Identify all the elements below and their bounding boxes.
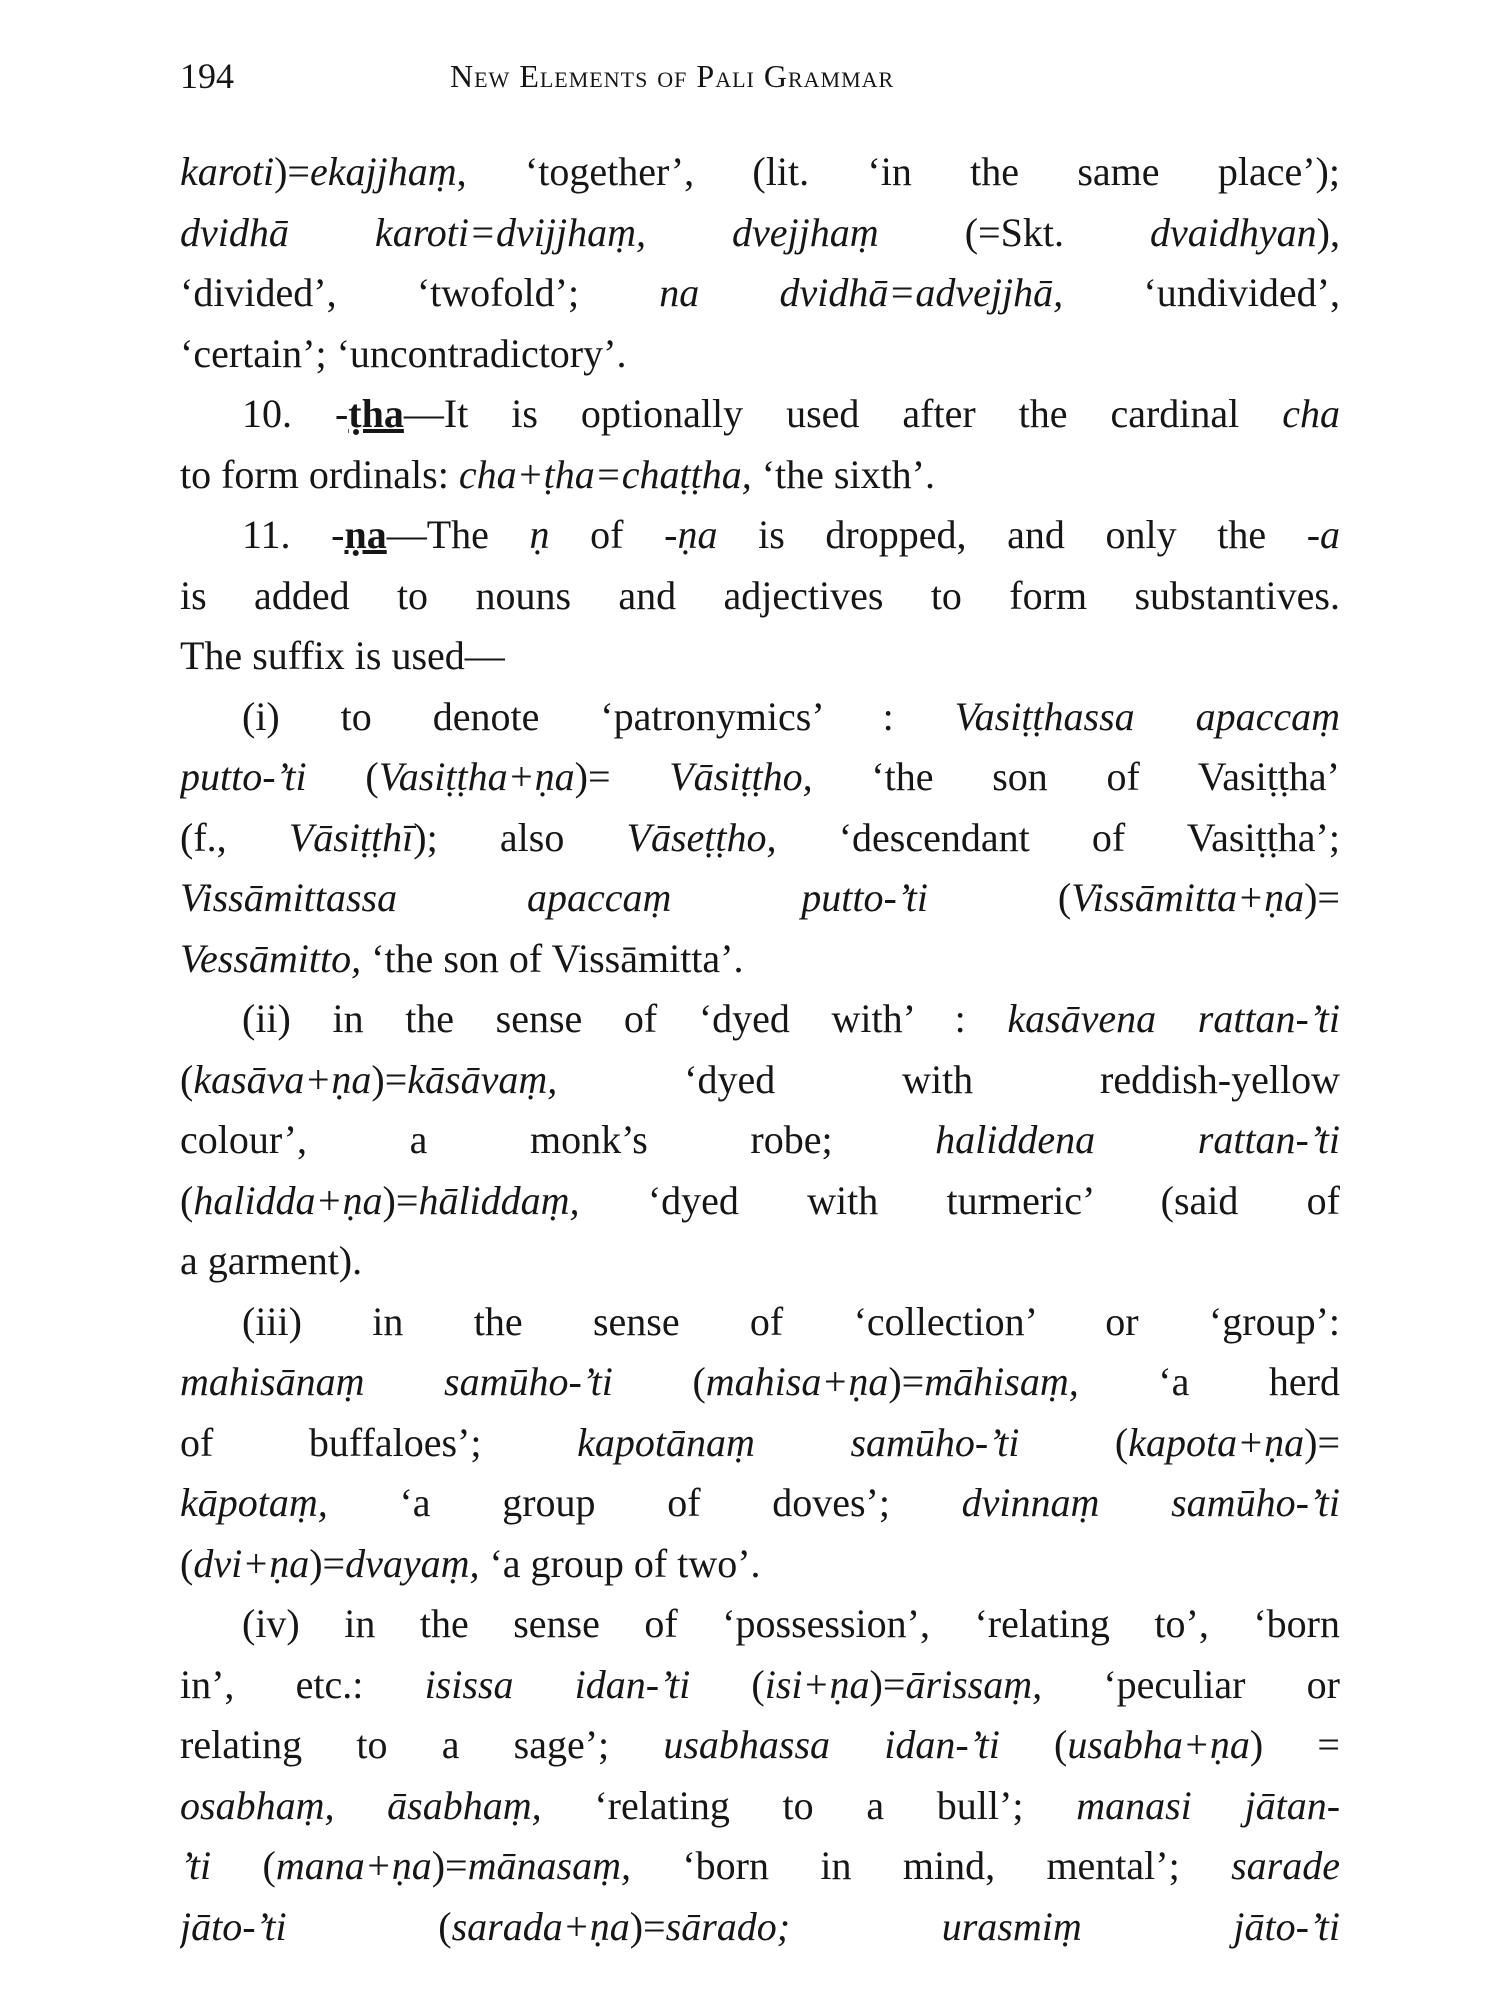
text-segment: ‘a group of two’. xyxy=(479,1540,761,1586)
italic-text-segment: ’ti xyxy=(180,1843,212,1888)
text-line xyxy=(180,142,1340,203)
text-line xyxy=(180,929,1340,990)
text-segment: ( xyxy=(612,1359,706,1404)
text-segment: ‘the son of Vissāmitta’. xyxy=(361,935,744,981)
text-segment: )= xyxy=(274,149,310,194)
text-segment: (iii) in the sense of ‘collection’ or ‘group’: xyxy=(242,1298,1340,1344)
body-text xyxy=(180,142,1340,1957)
text-segment: ‘the son of Vasiṭṭha’ xyxy=(812,754,1340,799)
italic-text-segment: hāliddaṃ, xyxy=(418,1177,580,1223)
text-segment: ‘certain’; ‘uncontradictory’. xyxy=(180,330,627,376)
text-line xyxy=(180,1413,1340,1474)
text-segment: ); also xyxy=(413,814,627,860)
page-number: 194 xyxy=(180,56,234,96)
text-segment: ) = xyxy=(1249,1722,1340,1767)
text-line xyxy=(180,1836,1340,1897)
text-line xyxy=(180,1231,1340,1292)
text-segment: )= xyxy=(574,754,670,799)
italic-text-segment: usabha+ṇa xyxy=(1067,1722,1250,1767)
running-head: New Elements of Pali Grammar xyxy=(450,58,895,94)
italic-text-segment: mana+ṇa xyxy=(275,1843,432,1888)
italic-text-segment: Vasiṭṭha+ṇa xyxy=(378,754,575,799)
text-segment: )= xyxy=(382,1177,419,1223)
text-line xyxy=(180,505,1340,566)
italic-text-segment: cha xyxy=(1282,391,1340,436)
text-segment: ‘dyed with reddish-yellow xyxy=(557,1056,1340,1102)
text-line xyxy=(180,626,1340,687)
text-segment: ‘a group of doves’; xyxy=(327,1480,962,1525)
text-segment: in’, etc.: xyxy=(180,1661,425,1707)
italic-text-segment: isissa idan-’ti xyxy=(424,1661,691,1707)
italic-text-segment: dvayaṃ, xyxy=(345,1540,480,1586)
italic-text-segment: mānasaṃ, xyxy=(467,1843,631,1888)
italic-text-segment: Vāsiṭṭho, xyxy=(669,754,813,799)
italic-text-segment: ekajjhaṃ xyxy=(309,149,457,194)
text-segment: of buffaloes’; xyxy=(180,1419,578,1465)
italic-text-segment: kasāvena rattan-’ti xyxy=(1007,996,1340,1041)
italic-text-segment: cha+ṭha=chaṭṭha, xyxy=(458,451,752,497)
italic-text-segment: ārissaṃ, xyxy=(905,1661,1043,1707)
italic-text-segment: kāsāvaṃ, xyxy=(407,1056,558,1102)
text-segment: 11. - xyxy=(242,512,345,557)
italic-text-segment: osabhaṃ, āsabhaṃ, xyxy=(180,1782,542,1828)
text-segment: ( xyxy=(180,1056,194,1102)
text-segment: ‘relating to a bull’; xyxy=(541,1782,1077,1828)
text-line xyxy=(180,1534,1340,1595)
text-segment: ‘peculiar or xyxy=(1042,1661,1340,1707)
italic-text-segment: putto-’ti xyxy=(180,754,307,799)
text-line xyxy=(180,1473,1340,1534)
text-segment: ( xyxy=(180,1177,194,1223)
italic-text-segment: Vissāmitta+ṇa xyxy=(1071,875,1305,920)
text-segment: )= xyxy=(309,1540,346,1586)
italic-text-segment: haliddena rattan-’ti xyxy=(935,1117,1340,1162)
text-line xyxy=(180,687,1340,748)
text-segment: —It is optionally used after the cardinal xyxy=(403,391,1283,436)
text-line xyxy=(180,566,1340,627)
text-segment: a garment). xyxy=(180,1238,363,1283)
italic-text-segment: mahisānaṃ samūho-’ti xyxy=(180,1359,613,1404)
text-segment: )= xyxy=(888,1359,925,1404)
italic-text-segment: Vasiṭṭhassa apaccaṃ xyxy=(954,693,1340,739)
text-segment: (i) to denote ‘patronymics’ : xyxy=(242,693,955,739)
text-segment: ‘born in mind, mental’; xyxy=(630,1843,1232,1888)
text-segment: ( xyxy=(999,1722,1068,1767)
text-line xyxy=(180,1171,1340,1232)
text-line xyxy=(180,1897,1340,1958)
italic-text-segment: karoti xyxy=(180,149,275,194)
text-segment: )= xyxy=(431,1843,468,1888)
italic-text-segment: a xyxy=(1320,512,1340,557)
text-segment: ( xyxy=(927,875,1072,920)
text-line xyxy=(180,808,1340,869)
text-line xyxy=(180,747,1340,808)
text-segment: , ‘together’, (lit. ‘in the same place’); xyxy=(456,149,1340,194)
text-segment: ‘divided’, ‘twofold’; xyxy=(180,270,660,315)
italic-text-segment: manasi jātan- xyxy=(1076,1782,1340,1828)
text-segment: )= xyxy=(629,1903,666,1949)
italic-text-segment: ṇ xyxy=(529,512,550,557)
text-line xyxy=(180,203,1340,264)
text-line xyxy=(180,1655,1340,1716)
italic-text-segment: jāto-’ti xyxy=(180,1903,287,1949)
text-segment: ‘a herd xyxy=(1078,1359,1340,1404)
italic-text-segment: kasāva+ṇa xyxy=(193,1056,372,1102)
text-segment: )= xyxy=(869,1661,906,1707)
text-segment: —The xyxy=(386,512,530,557)
italic-text-segment: urasmiṃ jāto-’ti xyxy=(941,1903,1340,1949)
italic-text-segment: sārado; xyxy=(665,1903,791,1949)
italic-text-segment: māhisaṃ, xyxy=(924,1359,1079,1404)
text-segment: 10. - xyxy=(242,391,349,436)
text-segment: )= xyxy=(371,1056,408,1102)
italic-text-segment: dvinnaṃ samūho-’ti xyxy=(961,1480,1340,1525)
italic-text-segment: mahisa+ṇa xyxy=(705,1359,889,1404)
text-segment: (f., xyxy=(180,814,289,860)
italic-text-segment: usabhassa idan-’ti xyxy=(663,1722,1000,1767)
text-line xyxy=(180,1352,1340,1413)
italic-text-segment: Vissāmittassa apaccaṃ putto-’ti xyxy=(180,875,928,920)
text-line xyxy=(180,1050,1340,1111)
italic-text-segment: sarada+ṇa xyxy=(451,1903,630,1949)
text-line xyxy=(180,1292,1340,1353)
text-segment: ( xyxy=(211,1843,276,1888)
text-segment: ‘undivided’, xyxy=(1063,270,1340,315)
text-segment: ( xyxy=(180,1540,194,1586)
text-line xyxy=(180,989,1340,1050)
text-line xyxy=(180,445,1340,506)
text-segment: ‘dyed with turmeric’ (said of xyxy=(579,1177,1340,1223)
italic-text-segment: Vessāmitto, xyxy=(180,935,362,981)
text-segment: ( xyxy=(690,1661,765,1707)
page-header xyxy=(180,52,1340,100)
text-segment: ṇa xyxy=(344,512,387,557)
italic-text-segment: Vāseṭṭho, xyxy=(626,814,777,860)
text-segment: ṭha xyxy=(348,391,404,436)
italic-text-segment: na dvidhā=advejjhā, xyxy=(659,270,1064,315)
text-segment: (ii) in the sense of ‘dyed with’ : xyxy=(242,996,1008,1041)
italic-text-segment: dvi+ṇa xyxy=(193,1540,310,1586)
text-segment: )= xyxy=(1304,875,1340,920)
italic-text-segment: kapota+ṇa xyxy=(1128,1419,1305,1465)
text-segment: relating to a sage’; xyxy=(180,1722,664,1767)
text-segment: (=Skt. xyxy=(878,209,1151,255)
italic-text-segment: kapotānaṃ samūho-’ti xyxy=(577,1419,1020,1465)
italic-text-segment: dvaidhyan xyxy=(1150,209,1317,255)
italic-text-segment: ṇa xyxy=(677,512,718,557)
text-segment: ( xyxy=(306,754,379,799)
text-segment: The suffix is used— xyxy=(180,633,505,678)
text-segment: (iv) in the sense of ‘possession’, ‘relating to’, ‘born xyxy=(242,1601,1340,1646)
text-segment: of - xyxy=(549,512,678,557)
text-segment: to form ordinals: xyxy=(180,451,459,497)
text-line xyxy=(180,1715,1340,1776)
text-segment xyxy=(790,1904,942,1949)
italic-text-segment: kāpotaṃ, xyxy=(180,1480,328,1525)
text-segment: ‘the sixth’. xyxy=(751,451,936,497)
text-segment: ), xyxy=(1316,209,1340,255)
text-segment: is added to nouns and adjectives to form substantives. xyxy=(180,572,1340,618)
text-segment: )= xyxy=(1304,1419,1340,1465)
italic-text-segment: halidda+ṇa xyxy=(193,1177,383,1223)
italic-text-segment: isi+ṇa xyxy=(764,1661,870,1707)
italic-text-segment: Vāsiṭṭhī xyxy=(288,814,414,860)
text-segment: ( xyxy=(286,1903,452,1949)
text-line xyxy=(180,1594,1340,1655)
text-line xyxy=(180,263,1340,324)
text-line xyxy=(180,868,1340,929)
text-segment: ‘descendant of Vasiṭṭha’; xyxy=(776,814,1340,860)
text-segment: is dropped, and only the - xyxy=(717,512,1321,557)
text-line xyxy=(180,1776,1340,1837)
text-line xyxy=(180,384,1340,445)
text-segment: ( xyxy=(1019,1419,1129,1465)
text-line xyxy=(180,324,1340,385)
italic-text-segment: dvidhā karoti=dvijjhaṃ, dvejjhaṃ xyxy=(180,209,879,255)
text-line xyxy=(180,1110,1340,1171)
italic-text-segment: sarade xyxy=(1231,1843,1340,1888)
text-segment: colour’, a monk’s robe; xyxy=(180,1117,936,1162)
